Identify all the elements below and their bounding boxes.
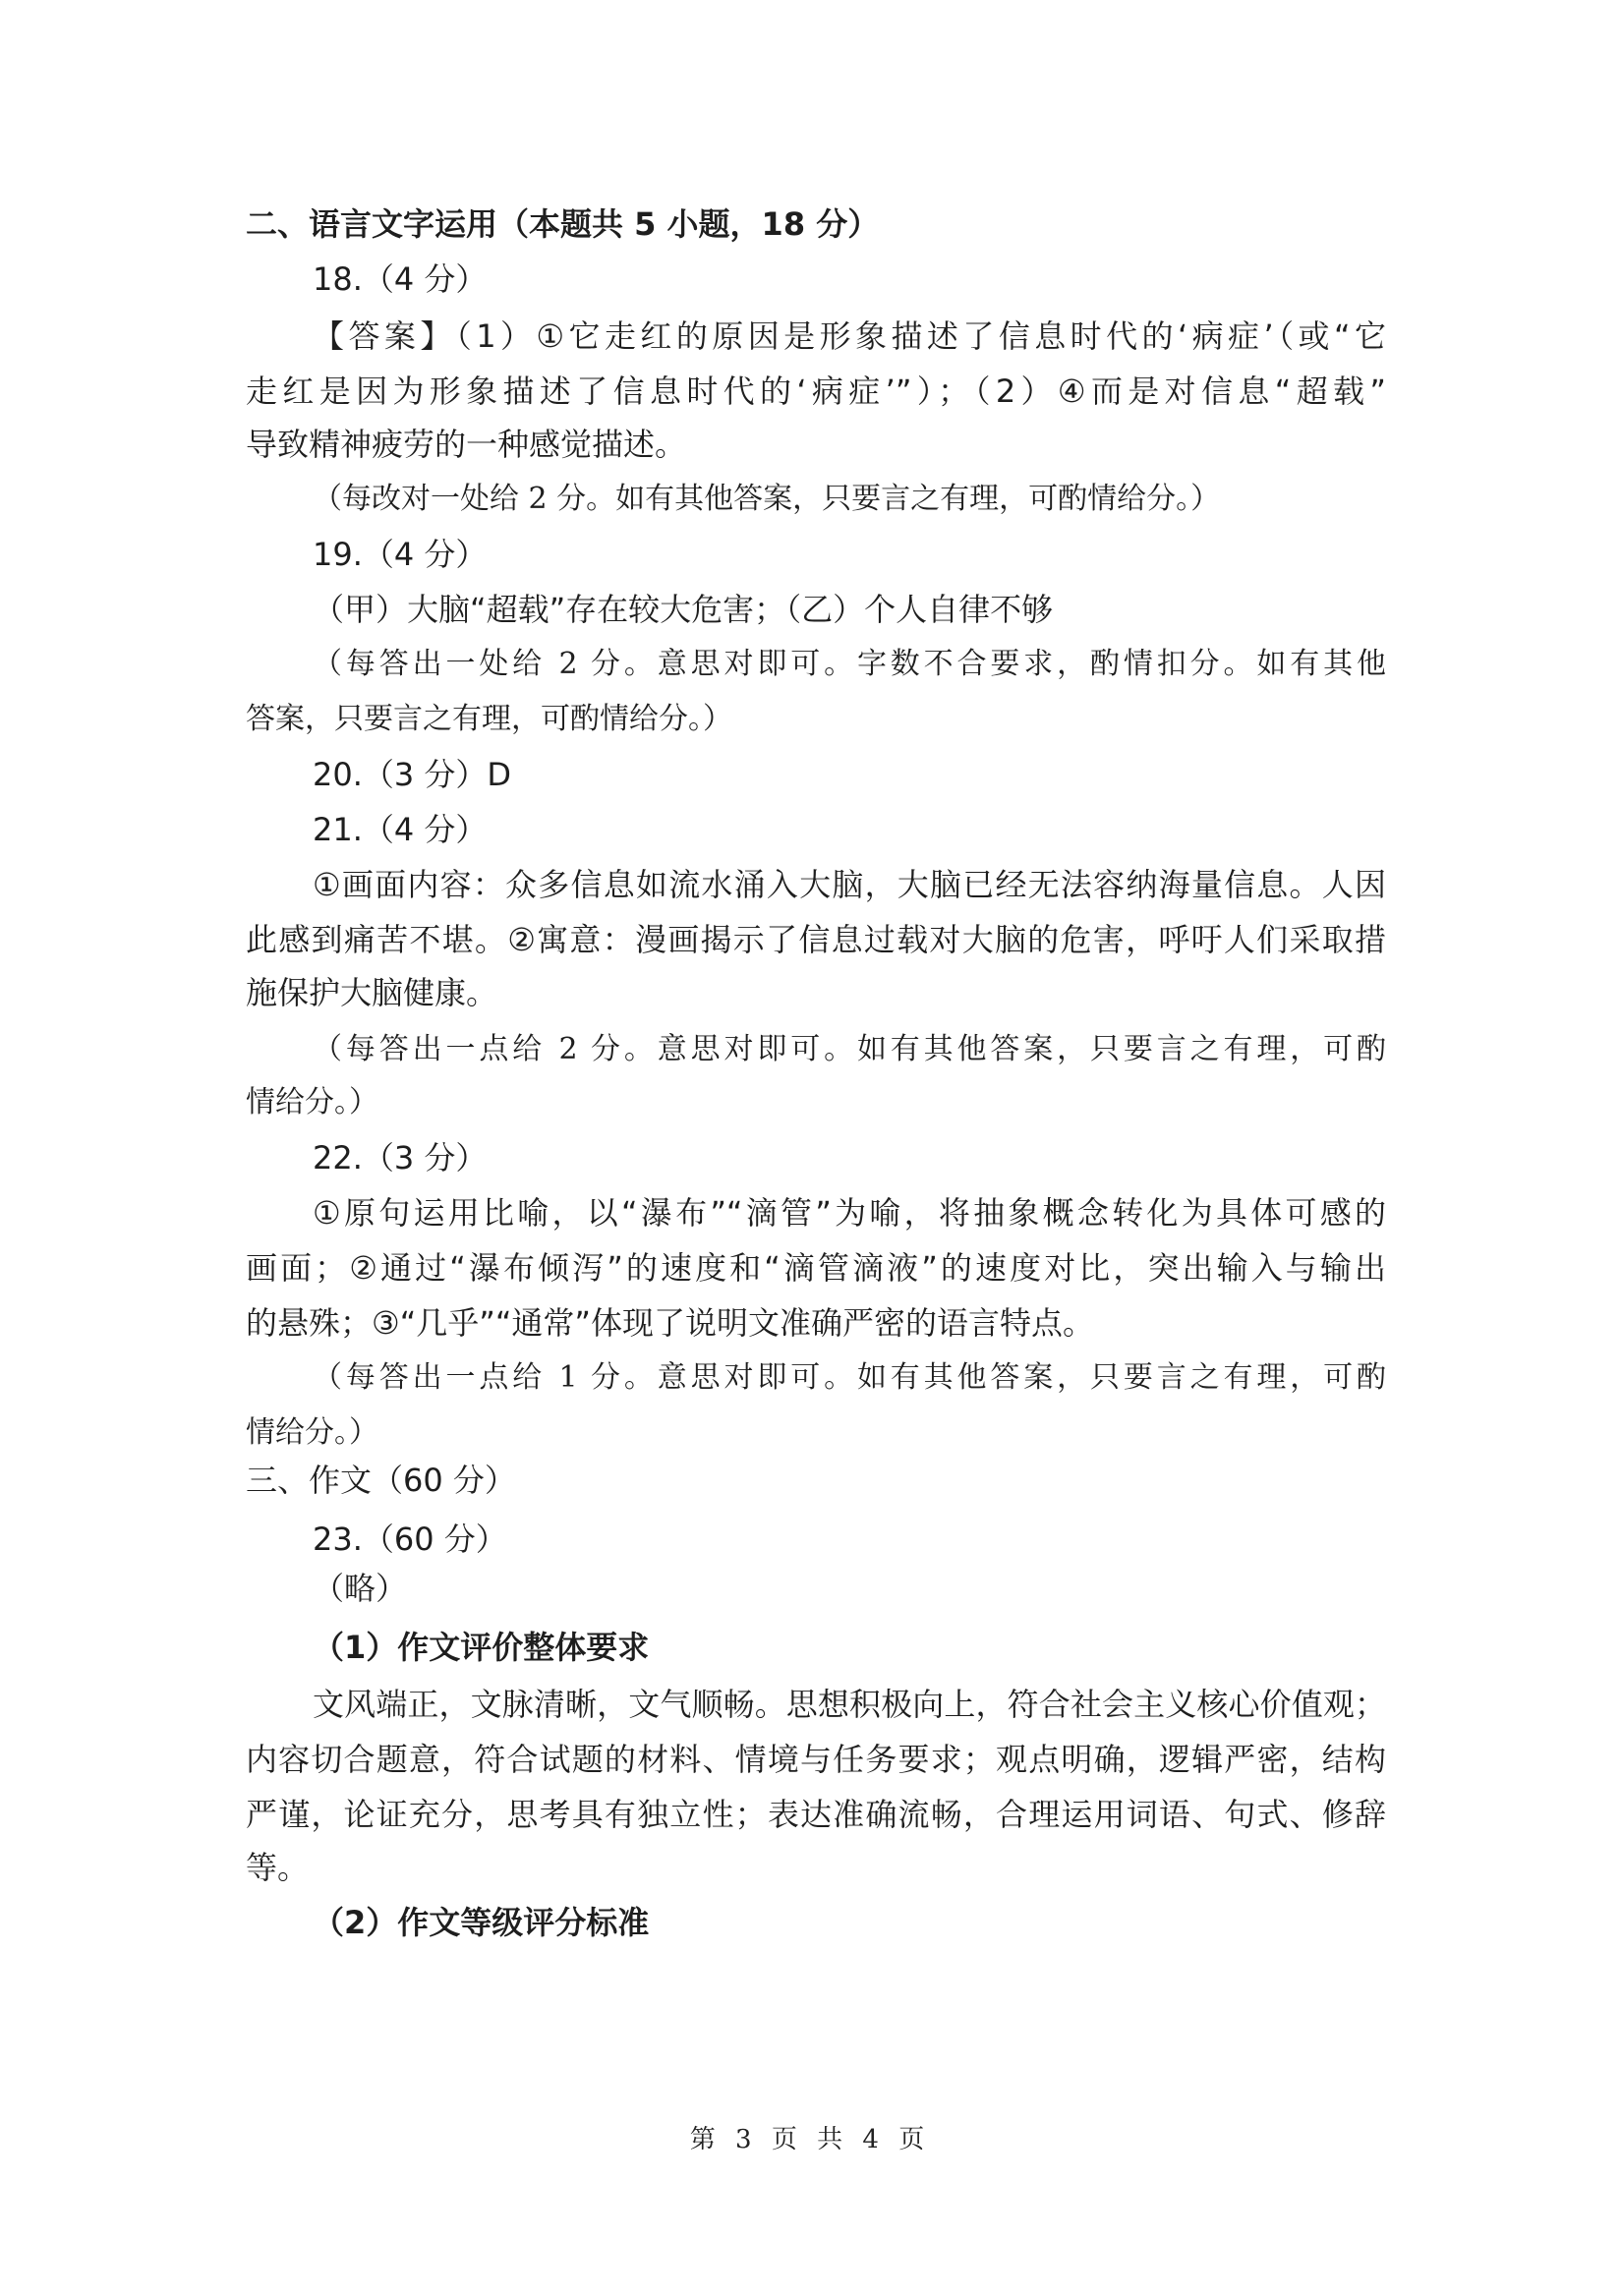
q23-sub1-line: 等。	[246, 1849, 310, 1886]
q23-sub1-line: 严谨，论证充分，思考具有独立性；表达准确流畅，合理运用词语、句式、修辞	[246, 1796, 1386, 1833]
q18-answer-line: 导致精神疲劳的一种感觉描述。	[246, 426, 687, 463]
q18-answer-line: 走红是因为形象描述了信息时代的‘病症’”）；（2）④而是对信息“超载”	[246, 373, 1386, 410]
section2-heading: 二、语言文字运用（本题共 5 小题，18 分）	[246, 205, 880, 243]
q22-scoring-note-line: 情给分。）	[246, 1415, 378, 1450]
q22-answer-line: 的悬殊；③“几乎”“通常”体现了说明文准确严密的语言特点。	[246, 1304, 1095, 1342]
q22-answer-line: ①原句运用比喻，以“瀑布”“滴管”为喻，将抽象概念转化为具体可感的	[313, 1194, 1386, 1232]
q22-answer-line: 画面；②通过“瀑布倾泻”的速度和“滴管滴液”的速度对比，突出输入与输出	[246, 1249, 1386, 1287]
q19-scoring-note-line: （每答出一处给 2 分。意思对即可。字数不合要求，酌情扣分。如有其他	[313, 647, 1386, 681]
q19-scoring-note-line: 答案，只要言之有理，可酌情给分。）	[246, 702, 732, 736]
q22-scoring-note-line: （每答出一点给 1 分。意思对即可。如有其他答案，只要言之有理，可酌	[313, 1360, 1386, 1395]
q23-sub1-line: 文风端正，文脉清晰，文气顺畅。思想积极向上，符合社会主义核心价值观；	[313, 1686, 1386, 1723]
q23-sub2-title: （2）作文等级评分标准	[313, 1904, 650, 1941]
q21-answer-line: 此感到痛苦不堪。②寓意：漫画揭示了信息过载对大脑的危害，呼吁人们采取措	[246, 921, 1386, 958]
q18-number: 18.（4 分）	[313, 260, 488, 298]
q23-answer: （略）	[313, 1570, 408, 1607]
q18-answer-line: 【答案】（1）①它走红的原因是形象描述了信息时代的‘病症’（或“它	[313, 317, 1386, 355]
q23-number: 23.（60 分）	[313, 1521, 507, 1558]
q21-scoring-note-line: 情给分。）	[246, 1085, 378, 1119]
q20-number-answer: 20.（3 分）D	[313, 756, 512, 793]
q21-answer-line: 施保护大脑健康。	[246, 974, 498, 1011]
q21-number: 21.（4 分）	[313, 811, 488, 848]
page-number-footer: 第 3 页 共 4 页	[689, 2125, 931, 2154]
q21-answer-line: ①画面内容：众多信息如流水涌入大脑，大脑已经无法容纳海量信息。人因	[313, 866, 1386, 903]
q19-answer: （甲）大脑“超载”存在较大危害；（乙）个人自律不够	[313, 591, 1054, 628]
q22-number: 22.（3 分）	[313, 1139, 488, 1177]
q19-number: 19.（4 分）	[313, 536, 488, 573]
q23-sub1-line: 内容切合题意，符合试题的材料、情境与任务要求；观点明确，逻辑严密，结构	[246, 1741, 1386, 1778]
q21-scoring-note-line: （每答出一点给 2 分。意思对即可。如有其他答案，只要言之有理，可酌	[313, 1032, 1386, 1066]
section3-heading: 三、作文（60 分）	[246, 1462, 516, 1499]
q23-sub1-title: （1）作文评价整体要求	[313, 1629, 650, 1666]
q18-scoring-note: （每改对一处给 2 分。如有其他答案，只要言之有理，可酌情给分。）	[313, 482, 1221, 516]
